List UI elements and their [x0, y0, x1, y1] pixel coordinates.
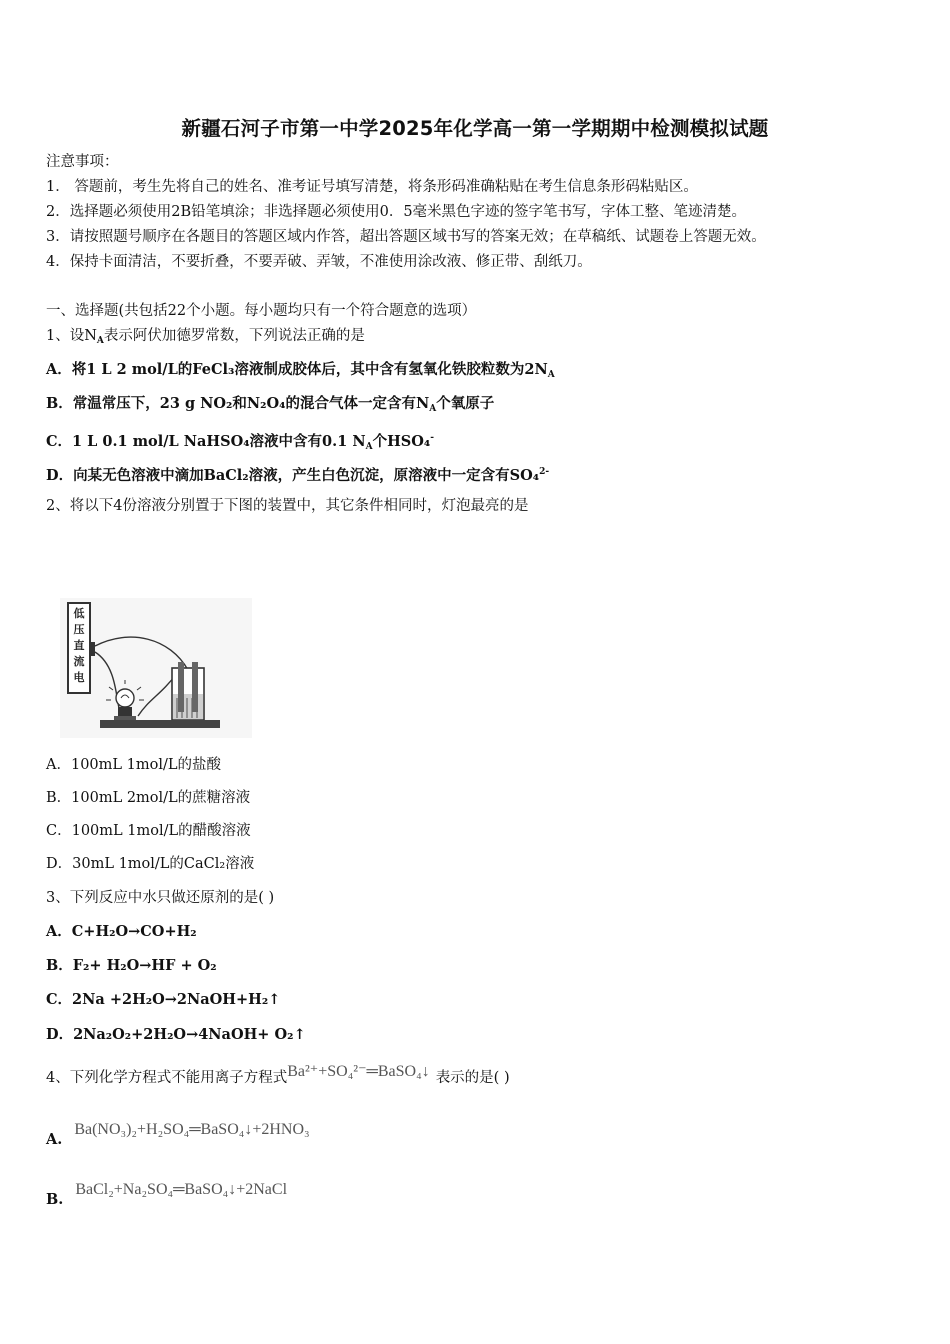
q4-option-b-equation: BaCl₂+Na₂SO₄═BaSO₄↓+2NaCl	[75, 1181, 288, 1198]
q3-option-a: A．C+H₂O→CO+H₂	[46, 923, 197, 940]
power-supply-label-4: 流	[73, 655, 85, 668]
q1-stem-sub: A	[96, 336, 104, 346]
q1-option-b	[46, 394, 494, 419]
q4-stem-text: 4、下列化学方程式不能用离子方程式	[46, 1070, 288, 1086]
q2-option-c: C．100mL 1mol/L的醋酸溶液	[46, 823, 251, 839]
conductivity-apparatus-figure	[60, 598, 252, 738]
q4-option-a-letter: A.	[46, 1131, 63, 1148]
power-supply-label-3: 直	[73, 639, 85, 652]
question-3-stem: 3、下列反应中水只做还原剂的是( )	[46, 890, 275, 906]
power-supply-label-5: 电	[73, 671, 85, 684]
q1-option-c-sub: A	[365, 442, 373, 452]
page-title: 新疆石河子市第一中学2025年化学高一第一学期期中检测模拟试题	[181, 117, 769, 140]
q3-option-d: D．2Na₂O₂+2H₂O→4NaOH+ O₂↑	[46, 1026, 306, 1043]
q4-option-b	[46, 1181, 288, 1210]
solution	[173, 694, 203, 719]
q2-option-a: A．100mL 1mol/L的盐酸	[46, 757, 221, 773]
electrode-right	[192, 662, 198, 712]
notice-item-2: 2．选择题必须使用2B铅笔填涂；非选择题必须使用0．5毫米黑色字迹的签字笔书写，字体工整、笔迹清楚。	[46, 204, 747, 220]
bulb-icon	[116, 689, 134, 707]
q4-stem-tail: 表示的是( )	[435, 1070, 510, 1086]
notice-item-1: 1． 答题前，考生先将自己的姓名、准考证号填写清楚，将条形码准确粘贴在考生信息条形码粘贴区。	[46, 179, 698, 195]
question-4-stem	[46, 1063, 510, 1088]
q1-stem-text: 1、设N	[46, 328, 97, 344]
q1-option-c-sup: -	[430, 433, 434, 443]
q4-ionic-equation: Ba²⁺+SO₄²⁻═BaSO₄↓	[287, 1063, 430, 1080]
q1-option-d	[46, 462, 549, 486]
q4-option-a-equation: Ba(NO₃)₂+H₂SO₄═BaSO₄↓+2HNO₃	[74, 1121, 310, 1138]
q3-option-b: B．F₂+ H₂O→HF + O₂	[46, 957, 217, 974]
q1-option-a-text: A．将1 L 2 mol/L的FeCl₃溶液制成胶体后，其中含有氢氧化铁胶粒数为2N	[46, 361, 548, 378]
q1-option-a-sub: A	[547, 370, 555, 380]
bulb-base	[118, 707, 132, 716]
q1-option-c	[46, 428, 434, 457]
q1-option-b-text: B．常温常压下，23 g NO₂和N₂O₄的混合气体一定含有N	[46, 395, 430, 412]
notice-item-3: 3．请按照题号顺序在各题目的答题区域内作答，超出答题区域书写的答案无效；在草稿纸、试题卷上答题无效。	[46, 229, 766, 245]
q1-option-b-tail: 个氧原子	[436, 395, 495, 412]
q1-option-b-sub: A	[429, 404, 437, 414]
question-2-stem: 2、将以下4份溶液分别置于下图的装置中，其它条件相同时，灯泡最亮的是	[46, 498, 529, 514]
power-supply-label-1: 低	[73, 607, 85, 620]
section-heading: 一、选择题(共包括22个小题。每小题均只有一个符合题意的选项）	[46, 303, 477, 319]
electrode-left	[178, 662, 184, 712]
bench	[100, 720, 220, 728]
question-1-stem	[46, 326, 365, 351]
q1-option-c-text: C．1 L 0.1 mol/L NaHSO₄溶液中含有0.1 N	[46, 433, 366, 450]
q1-stem-tail: 表示阿伏加德罗常数，下列说法正确的是	[103, 328, 365, 344]
q1-option-d-text: D．向某无色溶液中滴加BaCl₂溶液，产生白色沉淀，原溶液中一定含有SO₄	[46, 467, 540, 484]
q1-option-c-tail: 个HSO₄	[372, 433, 431, 450]
q3-option-c: C．2Na +2H₂O→2NaOH+H₂↑	[46, 991, 281, 1008]
notice-item-4: 4．保持卡面清洁，不要折叠，不要弄破、弄皱，不准使用涂改液、修正带、刮纸刀。	[46, 254, 592, 270]
q4-option-a	[46, 1121, 310, 1150]
q2-option-b: B．100mL 2mol/L的蔗糖溶液	[46, 790, 251, 806]
power-supply-label-2: 压	[73, 623, 85, 636]
notice-heading: 注意事项：	[46, 154, 119, 170]
q1-option-a	[46, 360, 555, 385]
q1-option-d-sup: 2-	[539, 467, 550, 477]
q4-option-b-letter: B.	[46, 1191, 64, 1208]
q2-option-d: D．30mL 1mol/L的CaCl₂溶液	[46, 856, 255, 872]
